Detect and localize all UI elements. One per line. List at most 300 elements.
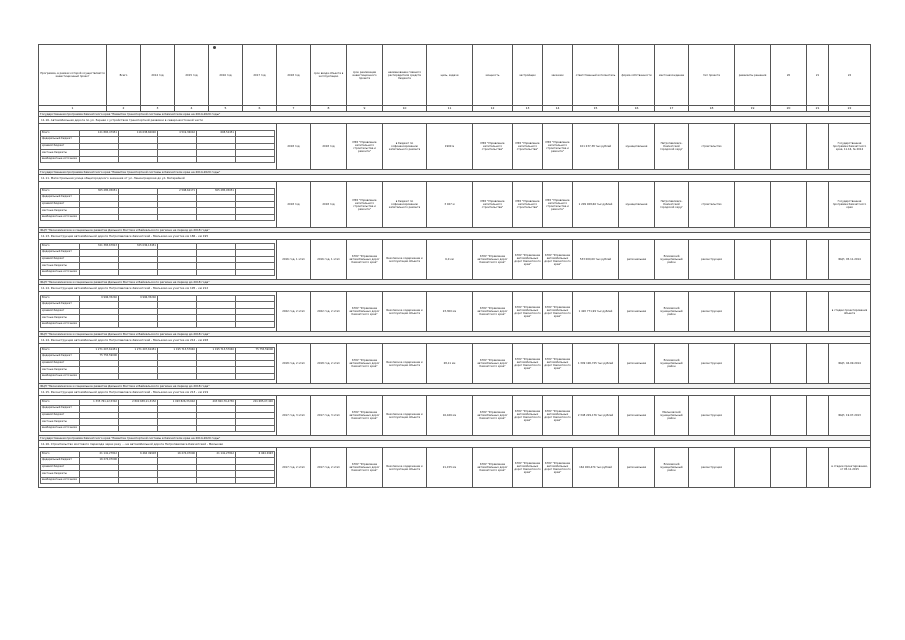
column-number: 15 [573,106,619,112]
estimated-cost: 101 237,38 тыс.рублей [573,124,619,170]
financing-value [158,412,197,419]
project-capacity: 16,426 км [427,396,473,436]
financing-source-label: местные бюджеты [41,315,80,322]
financing-value [197,354,236,361]
project-title-row [39,337,871,344]
financing-value [158,201,197,208]
financing-value [80,156,119,163]
column-header: мощность [473,45,513,106]
financing-row [41,321,275,328]
financing-value [236,214,275,221]
financing-value [236,201,275,208]
financing-value: 201 685,07,400 [236,399,275,406]
financing-value [119,315,158,322]
responsible-executor: КГКУ "Управление автомобильных дорог Камчатского края" [543,396,573,436]
financing-value [119,412,158,419]
financing-row [41,399,275,406]
financing-value [236,256,275,263]
financing-value [80,419,119,426]
financing-row [41,214,275,221]
financing-source-label: местные бюджеты [41,150,80,157]
financing-value: 305 285,05051 [197,188,236,195]
financing-value [197,458,236,465]
financing-value [119,214,158,221]
financing-value [158,315,197,322]
decision-details: ФЦП, 04.09.2014 [829,344,871,384]
financing-source-label: внебюджетные источники [41,425,80,432]
financing-value [119,458,158,465]
project-customer: КГКУ "Управление автомобильных дорог Камчатского края" [513,448,543,488]
financing-row [41,367,275,374]
financing-value [119,263,158,270]
financing-value: 1 271 207,61451 [80,347,119,354]
financing-value [158,256,197,263]
financing-value [197,250,236,257]
financing-value [119,425,158,432]
financing-source-label: краевой бюджет [41,360,80,367]
financing-table [40,188,275,222]
blank-cell [735,182,771,228]
decision-details: ФЦП, 05.11.2014 [829,240,871,280]
commissioning-term: 2017 год, 2 этап [277,448,311,488]
financing-source-label: Всего [41,399,80,406]
financing-source-label: федеральный бюджет [41,250,80,257]
financing-value: 608,52451 [197,130,236,137]
budget-manager: МКУ "Управление капитального строительства и ремонта" [347,124,383,170]
project-customer: КГКУ "Управление автомобильных дорог Камчатского края" [513,344,543,384]
financing-value [119,354,158,361]
column-header: застройщик [513,45,543,106]
commissioning-term: 2017 год, 3 этап [277,396,311,436]
budget-manager: МКУ "Управление капитального строительства и ремонта" [347,182,383,228]
financing-table [40,295,275,329]
financing-value [236,367,275,374]
project-capacity: 28,11 км [427,344,473,384]
financing-row [41,464,275,471]
financing-value: 1 195 713,57040 [197,347,236,354]
financing-value [158,302,197,309]
column-number: 13 [513,106,543,112]
financing-value [197,425,236,432]
financing-source-label: внебюджетные источники [41,321,80,328]
column-header: 2015 год [175,45,209,106]
column-number: 9 [347,106,383,112]
financing-value [80,195,119,202]
decision-details: в стадии проектирования, от 05.11.2015 [829,448,871,488]
financing-value: 75 755,59000 [236,347,275,354]
financing-value [236,406,275,413]
financing-value [158,150,197,157]
project-purpose: Безопасное содержание и эксплуатация объекта [383,344,427,384]
project-customer: КГКУ "Управление автомобильных дорог Камчатского края" [513,292,543,332]
project-title: 11.14. Реконструкция автомобильной дороги Петропавловск-Камчатский - Мильково на участке км 212 - км 228 [39,337,871,344]
financing-value: 6 464 49993 [119,451,158,458]
financing-block [39,396,277,436]
responsible-executor: КГКУ "Управление автомобильных дорог Камчатского края" [543,344,573,384]
estimated-cost: 2 348 229,176 тыс.рублей [573,396,619,436]
financing-row [41,137,275,144]
financing-value [197,412,236,419]
financing-value [197,256,236,263]
ownership-form: региональная [619,292,655,332]
project-customer: КГКУ "Управление автомобильных дорог Камчатского края" [513,396,543,436]
financing-value [158,250,197,257]
responsible-executor: МКУ "Управление капитального строительства и ремонта" [543,124,573,170]
estimated-cost: 1 420 771,99 тыс.рублей [573,292,619,332]
financing-table [40,130,275,164]
financing-value [158,156,197,163]
implementation-term: 2022 год, 2 этап [311,292,347,332]
financing-value: 321 383,67813 [80,243,119,250]
financing-row [41,269,275,276]
column-header: реквизиты решения [735,45,771,106]
financing-source-label: краевой бюджет [41,256,80,263]
column-number: 11 [427,106,473,112]
financing-row [41,295,275,302]
financing-value: 2 598,62171 [158,188,197,195]
financing-value [119,208,158,215]
financing-source-label: Всего [41,130,80,137]
financing-row [41,188,275,195]
column-header: тип проекта [689,45,735,106]
section-heading: ФЦП "Экономическое и социальное развитие Дальнего Востока и Байкальского региона на период до 2018 года" [39,332,871,337]
column-number: 21 [807,106,829,112]
financing-value [119,477,158,484]
financing-value: 493 820,76,4730 [197,399,236,406]
column-number: 12 [473,106,513,112]
budget-manager: КГКУ "Управление автомобильных дорог Камчатского края" [347,292,383,332]
project-title-row [39,175,871,182]
financing-value [80,150,119,157]
financing-value [80,464,119,471]
financing-value [158,458,197,465]
financing-value [197,214,236,221]
financing-source-label: местные бюджеты [41,419,80,426]
financing-value [236,150,275,157]
financing-value [236,295,275,302]
responsible-executor: КГКУ "Управление автомобильных дорог Камчатского края" [543,240,573,280]
financing-value [158,406,197,413]
financing-block [39,182,277,228]
financing-row [41,412,275,419]
financing-source-label: федеральный бюджет [41,458,80,465]
financing-value: 121 865,47951 [80,130,119,137]
financing-row [41,156,275,163]
project-purpose: Безопасное содержание и эксплуатация объекта [383,396,427,436]
financing-value [236,425,275,432]
financing-row [41,208,275,215]
responsible-executor: КГКУ "Управление автомобильных дорог Камчатского края" [543,448,573,488]
project-location: Елизовский муниципальный район [655,240,689,280]
column-header: 2016 год [209,45,243,106]
financing-value [236,302,275,309]
financing-row [41,195,275,202]
column-header: форма собственности [619,45,655,106]
financing-row [41,477,275,484]
project-purpose: в бюджет по софинансированию капитального ремонта [383,124,427,170]
financing-value [236,419,275,426]
financing-source-label: краевой бюджет [41,412,80,419]
financing-value [197,321,236,328]
column-header: цель, задачи [427,45,473,106]
project-row [39,448,871,488]
column-header: Программа, в рамках которой осуществляется инвестиционный проект [39,45,107,106]
financing-value [236,373,275,380]
financing-value: 4 519,36042 [158,130,197,137]
financing-value [158,295,197,302]
implementation-term: 2018 год [311,124,347,170]
financing-value [80,250,119,257]
column-header: 2017 год [243,45,277,106]
blank-cell [771,124,807,170]
financing-row [41,419,275,426]
financing-value [119,406,158,413]
financing-row [41,250,275,257]
financing-value [80,412,119,419]
financing-block [39,448,277,488]
project-title: 11.13. Реконструкция автомобильной дороги Петропавловск-Камчатский - Мильково на участке км 186 - км 195 [39,233,871,240]
column-header: ответственный исполнитель [573,45,619,106]
financing-row [41,201,275,208]
financing-value: 2 800 638,11,3152 [119,399,158,406]
budget-manager: КГКУ "Управление автомобильных дорог Камчатского края" [347,240,383,280]
financing-value [236,471,275,478]
project-row [39,182,871,228]
financing-row [41,243,275,250]
financing-value [158,354,197,361]
financing-source-label: Всего [41,188,80,195]
financing-value [158,214,197,221]
financing-value: 9 996,35240 [80,295,119,302]
financing-value: 16 274,07000 [158,451,197,458]
column-number: 17 [655,106,689,112]
financing-row [41,130,275,137]
financing-value [158,419,197,426]
financing-value: 9 996,35240 [119,295,158,302]
financing-value [80,256,119,263]
blank-cell [735,448,771,488]
financing-value [80,471,119,478]
financing-value [158,471,197,478]
financing-value [197,419,236,426]
commissioning-term: 2022 год, 2 этап [277,292,311,332]
financing-value: 6 464 4993 [236,451,275,458]
financing-value [197,471,236,478]
financing-value [119,137,158,144]
decision-details: ФЦП, 19.07.2013 [829,396,871,436]
financing-value [80,143,119,150]
financing-value [80,308,119,315]
financing-value [80,321,119,328]
financing-value [236,243,275,250]
financing-value [236,464,275,471]
financing-value [80,263,119,270]
financing-row [41,360,275,367]
column-number: 3 [141,106,175,112]
project-location: Петропавловск-Камчатский городской округ [655,124,689,170]
financing-value [158,360,197,367]
project-builder: МКУ "Управление капитального строительства" [473,124,513,170]
financing-value: 21 141,27812 [197,451,236,458]
financing-value [158,243,197,250]
financing-value [158,321,197,328]
financing-value: 21 141,27812 [80,451,119,458]
financing-value [197,269,236,276]
section-heading: Государственная программа Камчатского края "Развитие транспортной системы в Камчатском крае на 2014-2020 годы" [39,112,871,117]
responsible-executor: МКУ "Управление капитального строительства и ремонта" [543,182,573,228]
financing-value [119,321,158,328]
financing-value [197,195,236,202]
financing-value [236,308,275,315]
financing-source-label: Всего [41,243,80,250]
blank-cell [807,448,829,488]
financing-row [41,143,275,150]
financing-value [236,137,275,144]
implementation-term: 2018 год [311,182,347,228]
project-builder: КГКУ "Управление автомобильных дорог Камчатского края" [473,240,513,280]
project-title: 11.16. Автомобильная дорога по ул. Зерная с устройством транспортной развязки в северо-восточной части [39,117,871,124]
project-title-row [39,441,871,448]
financing-row [41,308,275,315]
financing-value: 1 335 761,12,5342 [80,399,119,406]
project-title: 11.14. Реконструкция автомобильной дороги Петропавловск-Камчатский - Мильково на участке км 195 - км 212 [39,285,871,292]
project-title-row [39,389,871,396]
column-header: заказчик [543,45,573,106]
project-type: реконструкция [689,448,735,488]
commissioning-term: 2018 год, 2 этап [277,344,311,384]
financing-value [80,373,119,380]
financing-value [236,188,275,195]
financing-row [41,373,275,380]
blank-cell [735,292,771,332]
implementation-term: 2018 год, 2 этап [311,344,347,384]
column-number: 4 [175,106,209,112]
column-number: 7 [277,106,311,112]
blank-cell [771,292,807,332]
financing-value [197,150,236,157]
project-type: реконструкция [689,240,735,280]
decision-details: Государственная программа Камчатского края [829,182,871,228]
column-number: 16 [619,106,655,112]
financing-value [158,208,197,215]
project-title: 11.15. Реконструкция автомобильной дороги Петропавловск-Камчатский - Мильково на участке км 213 - км 219 [39,389,871,396]
estimated-cost: 164 929,474 тыс.рублей [573,448,619,488]
financing-source-label: краевой бюджет [41,201,80,208]
financing-value [236,250,275,257]
financing-value [236,360,275,367]
project-purpose: Безопасное содержание и эксплуатация объекта [383,240,427,280]
column-number: 2 [107,106,141,112]
column-number: 5 [209,106,243,112]
financing-value [236,354,275,361]
project-builder: КГКУ "Управление автомобильных дорог Камчатского края" [473,292,513,332]
financing-source-label: внебюджетные источники [41,477,80,484]
financing-value [158,195,197,202]
financing-source-label: Всего [41,451,80,458]
financing-value: 75 755,59000 [80,354,119,361]
financing-source-label: местные бюджеты [41,367,80,374]
financing-value [119,201,158,208]
financing-source-label: федеральный бюджет [41,137,80,144]
project-capacity: 3 027 м [427,182,473,228]
financing-source-label: местные бюджеты [41,471,80,478]
financing-value [80,425,119,432]
ownership-form: региональная [619,396,655,436]
financing-value [197,243,236,250]
financing-value [236,143,275,150]
column-number: 19 [735,106,771,112]
financing-value [158,143,197,150]
financing-value [80,406,119,413]
financing-value [80,302,119,309]
financing-value [80,201,119,208]
project-row [39,240,871,280]
financing-value [119,195,158,202]
financing-value [197,302,236,309]
financing-row [41,302,275,309]
ownership-form: региональная [619,448,655,488]
financing-value [119,143,158,150]
financing-row [41,150,275,157]
financing-value [197,295,236,302]
column-header: 20 [771,45,807,106]
project-location: Елизовский муниципальный район [655,292,689,332]
financing-value [119,308,158,315]
financing-row [41,471,275,478]
financing-value [197,464,236,471]
financing-value [197,367,236,374]
project-title-row [39,233,871,240]
financing-value [80,367,119,374]
financing-value [158,477,197,484]
financing-row [41,451,275,458]
commissioning-term: 2016 год, 1 этап [277,240,311,280]
financing-source-label: внебюджетные источники [41,214,80,221]
implementation-term: 2017 год, 2 этап [311,448,347,488]
section-heading: ФЦП "Экономическое и социальное развитие Дальнего Востока и Байкальского региона на период до 2018 года" [39,280,871,285]
financing-value [119,269,158,276]
financing-value: 325 036,13451 [119,243,158,250]
financing-value: 305 285,05051 [80,188,119,195]
decision-details: в стадии проектирования объекта [829,292,871,332]
blank-cell [807,344,829,384]
financing-row [41,406,275,413]
project-row [39,396,871,436]
blank-cell [771,344,807,384]
ownership-form: региональная [619,240,655,280]
implementation-term: 2017 год, 3 этап [311,396,347,436]
financing-value [197,208,236,215]
financing-value [236,195,275,202]
financing-source-label: Всего [41,347,80,354]
financing-row [41,347,275,354]
column-header: 21 [807,45,829,106]
column-header: 2014 год [141,45,175,106]
financing-value [158,137,197,144]
financing-row [41,458,275,465]
financing-source-label: краевой бюджет [41,143,80,150]
blank-cell [735,240,771,280]
project-purpose: Безопасное содержание и эксплуатация объекта [383,448,427,488]
financing-source-label: Всего [41,295,80,302]
financing-table [40,399,275,433]
financing-source-label: внебюджетные источники [41,373,80,380]
financing-value [197,156,236,163]
ownership-form: муниципальная [619,182,655,228]
document-page [38,44,870,616]
decision-details: Государственная программа Камчатского края, 11.16, № 2014 [829,124,871,170]
section-heading: ФЦП "Экономическое и социальное развитие Дальнего Востока и Байкальского региона на период до 2018 года" [39,384,871,389]
